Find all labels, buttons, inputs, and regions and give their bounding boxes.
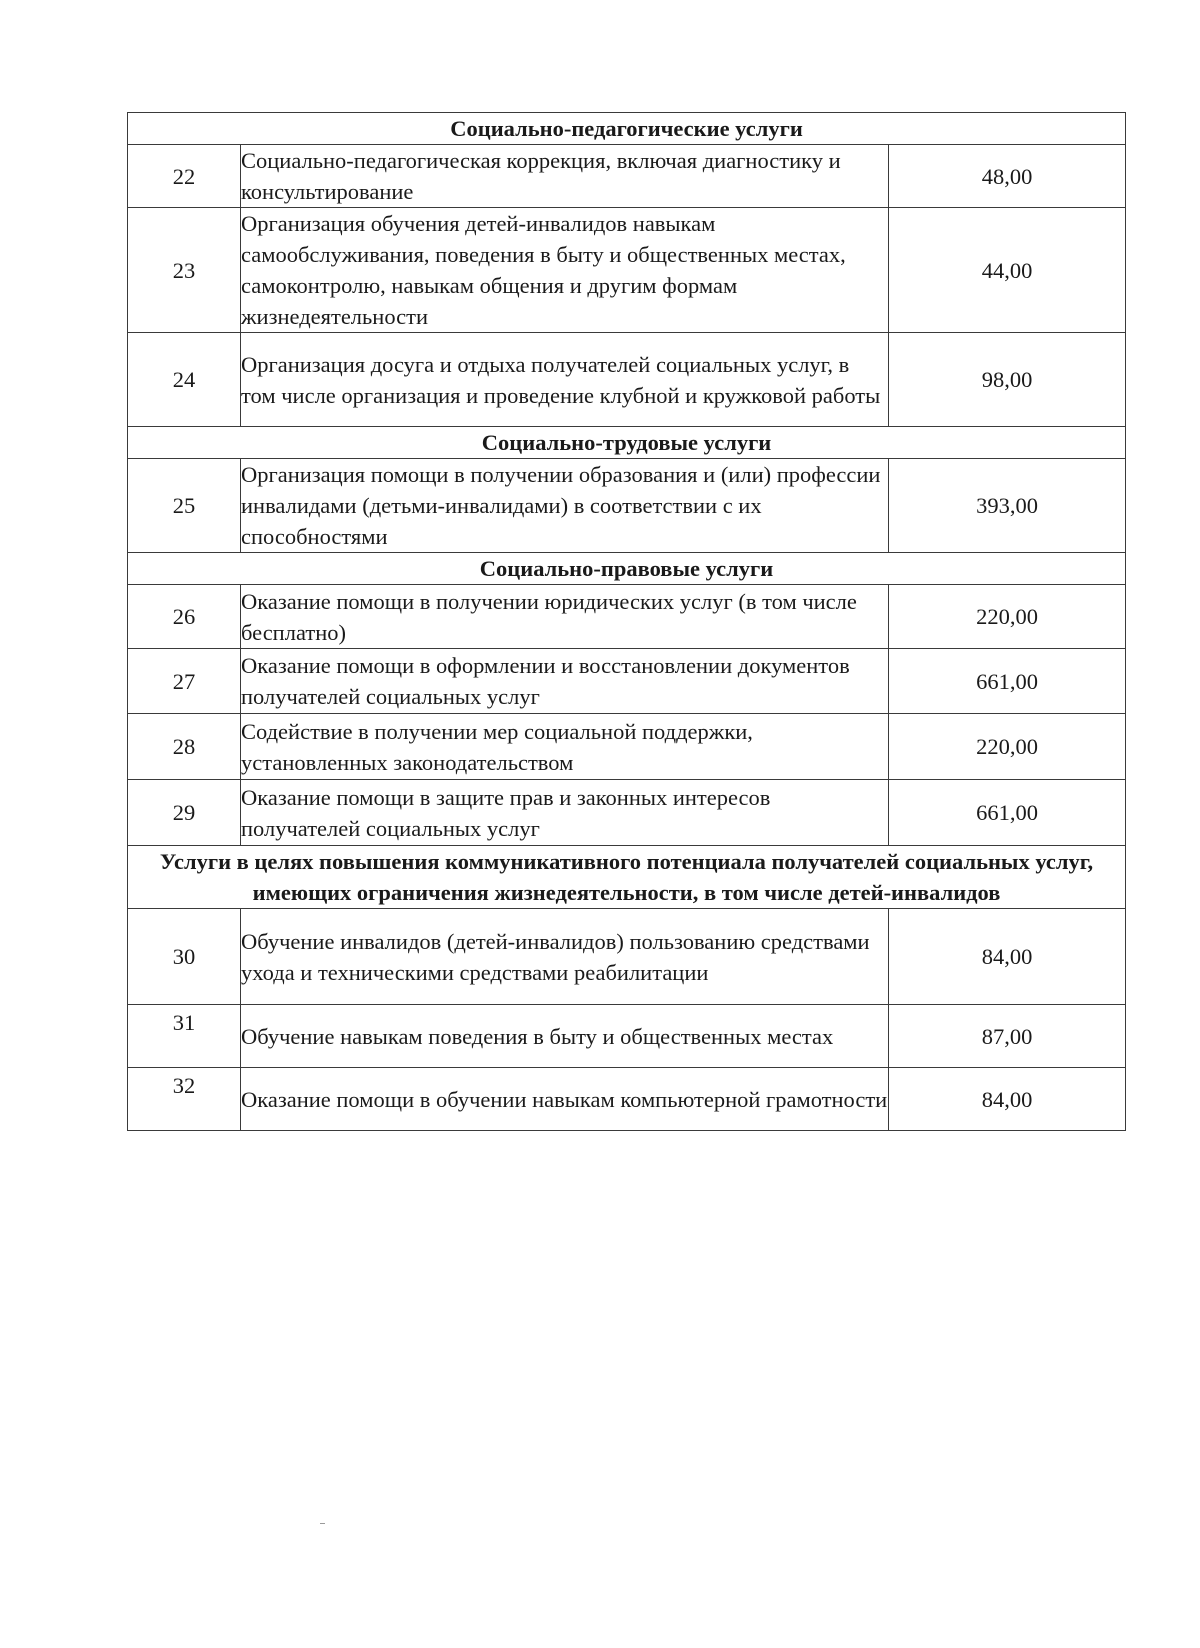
row-number: 28 [128, 714, 241, 780]
table-row [128, 649, 1126, 714]
service-name: Содействие в получении мер социальной поддержки, установленных законодательством [241, 714, 889, 780]
section-header-row [128, 846, 1126, 909]
table-row [128, 333, 1126, 427]
row-number: 27 [128, 649, 241, 714]
section-title: Услуги в целях повышения коммуникативного потенциала получателей социальных услуг, имеющих ограничения жизнедеятельности, в том числе детей-инвалидов [128, 846, 1126, 909]
service-price: 87,00 [889, 1005, 1126, 1068]
table-row [128, 145, 1126, 208]
service-price: 98,00 [889, 333, 1126, 427]
row-number: 23 [128, 208, 241, 333]
table-row [128, 459, 1126, 553]
row-number: 30 [128, 909, 241, 1005]
table-row [128, 780, 1126, 846]
scan-speck [320, 1523, 325, 1524]
section-title: Социально-педагогические услуги [128, 113, 1126, 145]
service-name: Оказание помощи в обучении навыкам компьютерной грамотности [241, 1068, 889, 1131]
service-name: Оказание помощи в защите прав и законных интересов получателей социальных услуг [241, 780, 889, 846]
service-price: 220,00 [889, 585, 1126, 649]
table-row [128, 585, 1126, 649]
service-name: Организация досуга и отдыха получателей социальных услуг, в том числе организация и проведение клубной и кружковой работы [241, 333, 889, 427]
service-price: 44,00 [889, 208, 1126, 333]
service-name: Обучение инвалидов (детей-инвалидов) пользованию средствами ухода и техническими средствами реабилитации [241, 909, 889, 1005]
service-price: 48,00 [889, 145, 1126, 208]
row-number: 25 [128, 459, 241, 553]
row-number: 29 [128, 780, 241, 846]
service-name: Организация обучения детей-инвалидов навыкам самообслуживания, поведения в быту и общественных местах, самоконтролю, навыкам общения и другим формам жизнедеятельности [241, 208, 889, 333]
service-name: Организация помощи в получении образования и (или) профессии инвалидами (детьми-инвалидами) в соответствии с их способностями [241, 459, 889, 553]
section-header-row [128, 427, 1126, 459]
section-title: Социально-правовые услуги [128, 553, 1126, 585]
table-row [128, 208, 1126, 333]
table-row [128, 1068, 1126, 1131]
service-name: Оказание помощи в оформлении и восстановлении документов получателей социальных услуг [241, 649, 889, 714]
section-title: Социально-трудовые услуги [128, 427, 1126, 459]
table-row [128, 1005, 1126, 1068]
service-price: 84,00 [889, 1068, 1126, 1131]
table-row [128, 714, 1126, 780]
service-price: 220,00 [889, 714, 1126, 780]
service-price: 661,00 [889, 780, 1126, 846]
row-number: 26 [128, 585, 241, 649]
service-name: Обучение навыкам поведения в быту и общественных местах [241, 1005, 889, 1068]
service-price: 661,00 [889, 649, 1126, 714]
row-number: 32 [128, 1068, 241, 1131]
services-tariff-table [127, 112, 1126, 1131]
section-header-row [128, 113, 1126, 145]
service-name: Оказание помощи в получении юридических услуг (в том числе бесплатно) [241, 585, 889, 649]
row-number: 24 [128, 333, 241, 427]
section-header-row [128, 553, 1126, 585]
table-row [128, 909, 1126, 1005]
service-price: 393,00 [889, 459, 1126, 553]
row-number: 31 [128, 1005, 241, 1068]
row-number: 22 [128, 145, 241, 208]
service-price: 84,00 [889, 909, 1126, 1005]
service-name: Социально-педагогическая коррекция, включая диагностику и консультирование [241, 145, 889, 208]
